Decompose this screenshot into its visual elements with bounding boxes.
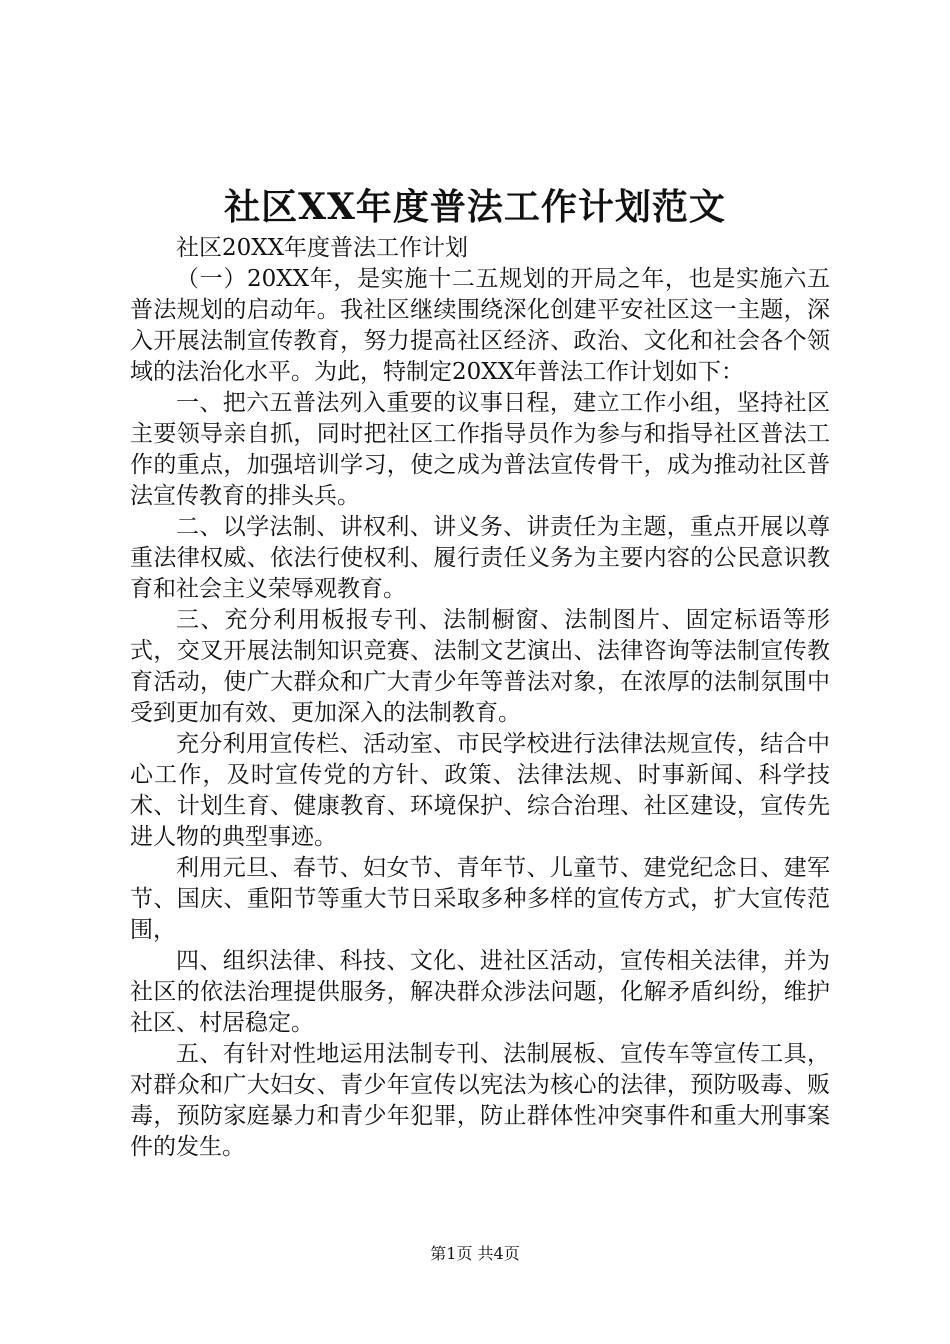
paragraph: 一、把六五普法列入重要的议事日程，建立工作小组，坚持社区主要领导亲自抓，同时把社区工作指导员作为参与和指导社区普法工作的重点，加强培训学习，使之成为普法宣传骨干，成为推动社区普法宣传教育的排头兵。 bbox=[130, 390, 830, 509]
paragraph: 二、以学法制、讲权利、讲义务、讲责任为主题，重点开展以尊重法律权威、依法行使权利、履行责任义务为主要内容的公民意识教育和社会主义荣辱观教育。 bbox=[130, 514, 830, 602]
paragraph: 三、充分利用板报专刊、法制橱窗、法制图片、固定标语等形式，交叉开展法制知识竞赛、法制文艺演出、法律咨询等法制宣传教育活动，使广大群众和广大青少年等普法对象，在浓厚的法制氛围中受到更加有效、更加深入的法制教育。 bbox=[130, 607, 830, 726]
paragraph: 充分利用宣传栏、活动室、市民学校进行法律法规宣传，结合中心工作，及时宣传党的方针、政策、法律法规、时事新闻、科学技术、计划生育、健康教育、环境保护、综合治理、社区建设，宣传先进人物的典型事迹。 bbox=[130, 731, 830, 850]
paragraph: 四、组织法律、科技、文化、进社区活动，宣传相关法律，并为社区的依法治理提供服务，解决群众涉法问题，化解矛盾纠纷，维护社区、村居稳定。 bbox=[130, 948, 830, 1036]
paragraph: 五、有针对性地运用法制专刊、法制展板、宣传车等宣传工具，对群众和广大妇女、青少年宣传以宪法为核心的法律，预防吸毒、贩毒，预防家庭暴力和青少年犯罪，防止群体性冲突事件和重大刑事案件的发生。 bbox=[130, 1041, 830, 1160]
paragraph: 利用元旦、春节、妇女节、青年节、儿童节、建党纪念日、建军节、国庆、重阳节等重大节日采取多种多样的宣传方式，扩大宣传范围， bbox=[130, 855, 830, 943]
document-title: 社区XX年度普法工作计划范文 bbox=[224, 186, 726, 228]
paragraph: （一）20XX年，是实施十二五规划的开局之年，也是实施六五普法规划的启动年。我社区继续围绕深化创建平安社区这一主题，深入开展法制宣传教育，努力提高社区经济、政治、文化和社会各个领域的法治化水平。为此，特制定20XX年普法工作计划如下： bbox=[130, 266, 830, 385]
document-body bbox=[130, 233, 830, 1163]
page-number-footer: 第1页 共4页 bbox=[430, 1244, 520, 1263]
paragraph: 社区20XX年度普法工作计划 bbox=[176, 235, 469, 261]
